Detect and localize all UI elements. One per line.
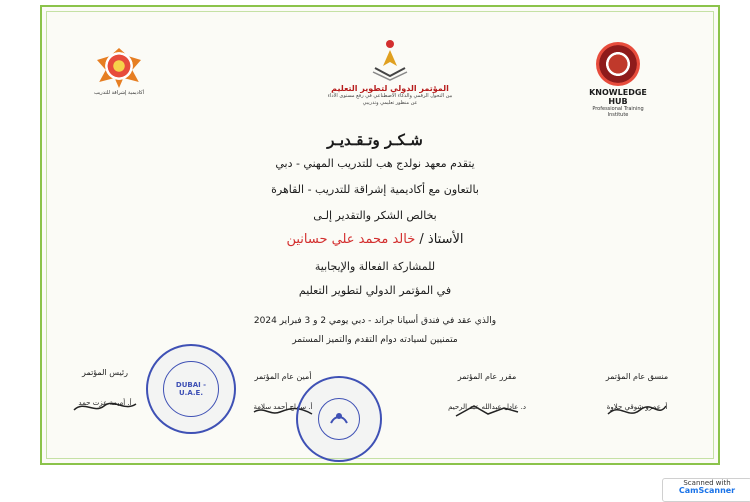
conference-logo: [325, 36, 455, 107]
signature-icon: [454, 402, 520, 420]
signatory-person: أ. عمرو شوقي حلاوة: [606, 403, 668, 411]
signatory-role: أمين عام المؤتمر: [254, 372, 312, 381]
conference-emblem-icon: [367, 36, 413, 82]
stamp-emblem-icon: [327, 407, 351, 431]
signatory-coordinator: [592, 372, 682, 411]
ishraqa-academy-name: أكاديمية إشراقة للتدريب: [94, 90, 144, 96]
signatory-person: أ. أميمة عزت حمد: [78, 399, 132, 407]
wish-line: متمنيين لسيادته دوام التقدم والتميز المستمر: [292, 335, 458, 345]
knowledge-hub-logo: [588, 42, 648, 118]
signatory-person: د. عادل عبدالله عبد الرحيم: [448, 403, 526, 411]
certificate-heading: شـكـر وتـقـديـر: [327, 131, 423, 149]
camscanner-badge: [662, 478, 750, 502]
stamp-location: DUBAI - U.A.E.: [175, 381, 207, 397]
knowledge-hub-stamp: [146, 344, 236, 434]
knowledge-hub-name: KNOWLEDGE HUB: [589, 88, 647, 106]
recipient-name: خالد محمد علي حسانين: [286, 232, 416, 247]
body-line-4: للمشاركة الفعالة والإيجابية: [314, 260, 436, 273]
ishraqa-academy-emblem-icon: [97, 48, 141, 88]
body-line-1: يتقدم معهد نولدج هب للتدريب المهني - دبي: [275, 157, 475, 170]
signatory-role: رئيس المؤتمر: [82, 368, 128, 377]
conference-subtitle-2: عن منظور تعليمي وتدريبي: [362, 100, 418, 106]
body-line-3: بخالص الشكر والتقدير إلـى: [313, 209, 437, 222]
signatory-president: [60, 368, 150, 407]
conference-title: المؤتمر الدولي لتطوير التعليم: [331, 84, 449, 93]
body-line-5: في المؤتمر الدولي لتطوير التعليم: [298, 284, 452, 297]
signatory-rapporteur: [432, 372, 542, 411]
signatory-person: أ. سماح أحمد سلامة: [253, 403, 313, 411]
recipient-prefix: الأستاذ /: [415, 232, 464, 247]
signatory-role: مقرر عام المؤتمر: [457, 372, 517, 381]
signature-icon: [72, 398, 138, 416]
knowledge-hub-emblem-icon: [596, 42, 640, 86]
ishraqa-academy-logo: [88, 48, 150, 96]
ishraqa-academy-stamp: [296, 376, 382, 462]
recipient-line: [0, 232, 750, 247]
conference-subtitle-1: بين التحول الرقمي والذكاء الاصطناعي في رفع مستوى الأداء: [327, 93, 453, 99]
knowledge-hub-subtitle: Professional Training Institute: [592, 106, 644, 118]
scanned-with-label: Scanned with: [683, 479, 731, 487]
venue-line: والذي عقد في فندق أسيانا جراند - دبي يومي 2 و 3 فبراير 2024: [253, 316, 497, 326]
signatory-role: منسق عام المؤتمر: [605, 372, 669, 381]
signature-icon: [604, 402, 670, 420]
camscanner-brand: CamScanner: [678, 486, 736, 495]
body-line-2: بالتعاون مع أكاديمية إشراقة للتدريب - القاهرة: [271, 183, 479, 196]
